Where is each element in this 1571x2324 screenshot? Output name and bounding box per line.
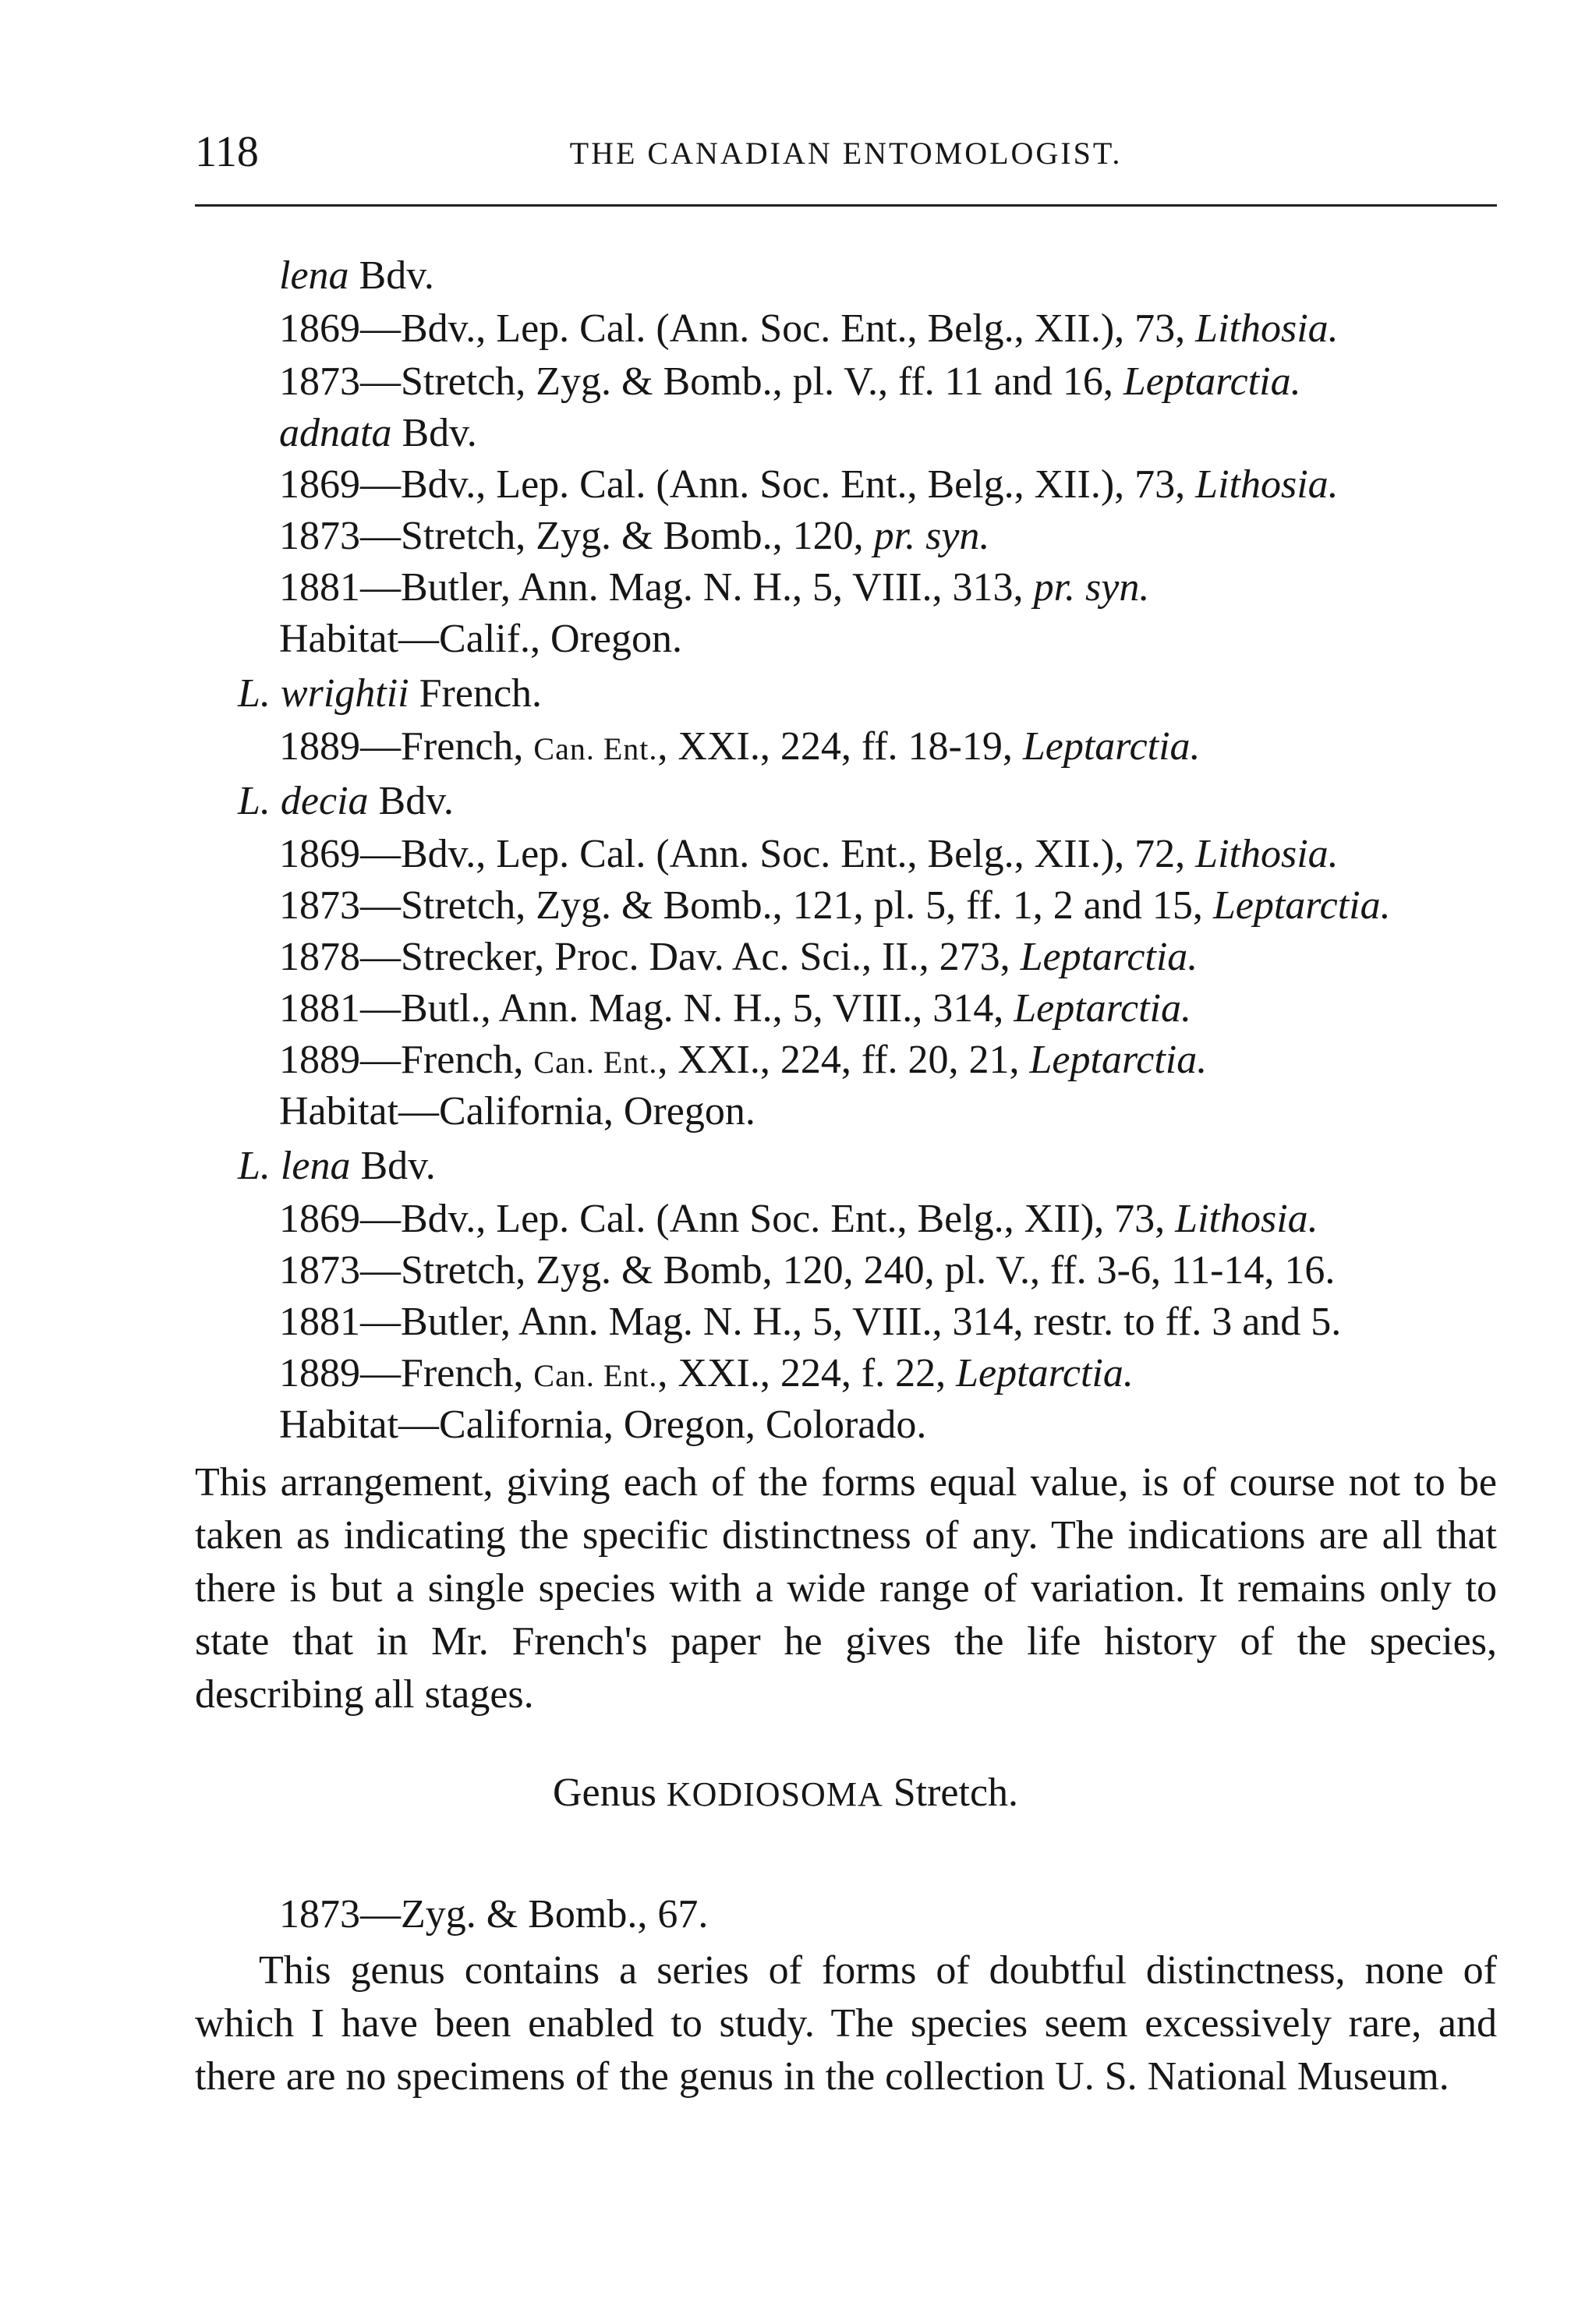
page-header [195, 125, 1497, 179]
genus-reference: 1873—Zyg. & Bomb., 67. [279, 1892, 709, 1937]
species-heading-lena: L. lena Bdv. [238, 1144, 436, 1188]
header-rule [195, 204, 1497, 207]
reference-line: 1873—Stretch, Zyg. & Bomb, 120, 240, pl. V., ff. 3-6, 11-14, 16. [279, 1248, 1336, 1293]
species-heading-wrightii: L. wrightii French. [238, 671, 543, 716]
body-paragraph: This arrangement, giving each of the forms equal value, is of course not to be taken as indicating the specific distinctness of any. The indications are all that there is but a single species with a wide range of variation. It remains only to state that in Mr. French's paper he gives the life history of the species, describing all stages. [195, 1460, 1497, 1717]
species-heading-lena: lena Bdv. [279, 253, 434, 298]
running-title: THE CANADIAN ENTOMOLOGIST. [569, 136, 1123, 171]
reference-line: 1881—Butler, Ann. Mag. N. H., 5, VIII., 313, pr. syn. [279, 565, 1150, 610]
reference-line: 1873—Stretch, Zyg. & Bomb., pl. V., ff. 11 and 16, Leptarctia. [279, 359, 1301, 404]
reference-line: 1878—Strecker, Proc. Dav. Ac. Sci., II., 273, Leptarctia. [279, 935, 1198, 979]
reference-line: 1889—French, Can. Ent., XXI., 224, ff. 18-19, Leptarctia. [279, 724, 1201, 769]
habitat-line: Habitat—Calif., Oregon. [279, 617, 682, 661]
page-number: 118 [195, 128, 259, 176]
reference-line: 1873—Stretch, Zyg. & Bomb., 120, pr. syn. [279, 514, 990, 558]
reference-line: 1869—Bdv., Lep. Cal. (Ann. Soc. Ent., Belg., XII.), 73, Lithosia. [279, 306, 1339, 351]
reference-line: 1869—Bdv., Lep. Cal. (Ann. Soc. Ent., Belg., XII.), 73, Lithosia. [279, 462, 1339, 507]
reference-line: 1873—Stretch, Zyg. & Bomb., 121, pl. 5, ff. 1, 2 and 15, Leptarctia. [279, 883, 1391, 928]
reference-line: 1869—Bdv., Lep. Cal. (Ann. Soc. Ent., Belg., XII.), 72, Lithosia. [279, 832, 1339, 876]
body-paragraph: This genus contains a series of forms of doubtful distinctness, none of which I have been enabled to study. The species seem excessively rare, and there are no specimens of the genus in the collection U. S. National Museum. [195, 1948, 1497, 2099]
reference-line: 1889—French, Can. Ent., XXI., 224, ff. 20, 21, Leptarctia. [279, 1038, 1208, 1082]
reference-line: 1869—Bdv., Lep. Cal. (Ann Soc. Ent., Belg., XII), 73, Lithosia. [279, 1197, 1318, 1241]
habitat-line: Habitat—California, Oregon. [279, 1089, 755, 1134]
species-heading-decia: L. decia Bdv. [238, 779, 454, 823]
genus-heading: Genus KODIOSOMA Stretch. [552, 1770, 1019, 1815]
habitat-line: Habitat—California, Oregon, Colorado. [279, 1403, 927, 1447]
species-heading-adnata: adnata Bdv. [279, 411, 477, 455]
reference-line: 1889—French, Can. Ent., XXI., 224, f. 22, Leptarctia. [279, 1351, 1134, 1395]
reference-line: 1881—Butl., Ann. Mag. N. H., 5, VIII., 314, Leptarctia. [279, 986, 1191, 1031]
reference-line: 1881—Butler, Ann. Mag. N. H., 5, VIII., 314, restr. to ff. 3 and 5. [279, 1300, 1342, 1344]
